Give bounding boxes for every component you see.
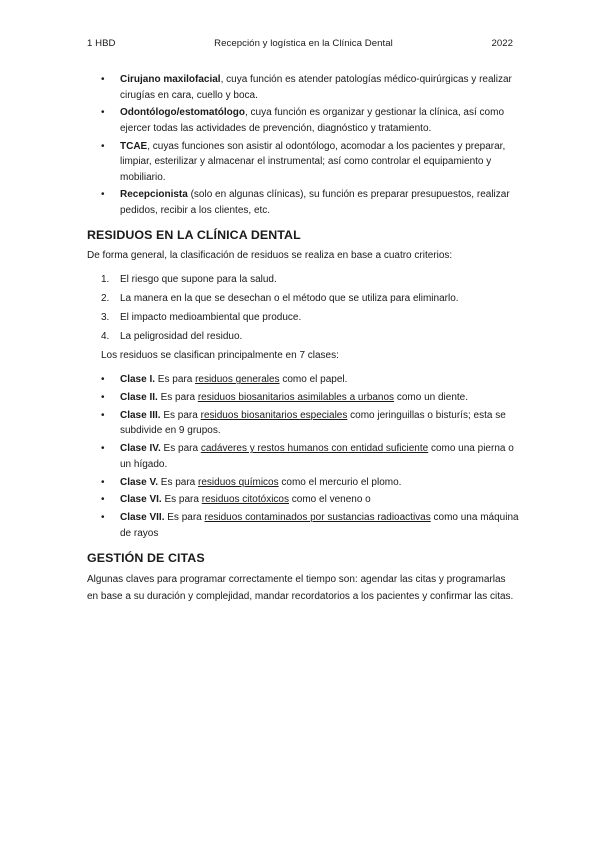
list-number: 4.	[101, 330, 110, 342]
list-item	[87, 187, 519, 218]
list-number: 2.	[101, 292, 110, 304]
class-text: Es para	[155, 374, 196, 386]
list-item	[87, 329, 519, 345]
list-item	[87, 492, 519, 508]
class-example: como el mercurio el plomo.	[278, 476, 402, 488]
list-item	[87, 390, 519, 406]
class-text: Es para	[164, 512, 205, 524]
class-text: Es para	[160, 409, 201, 421]
role-description: , cuya función es atender patologías médico-quirúrgicas y realizar cirugías en cara, cuello y boca.	[120, 74, 512, 101]
residuos-intro: De forma general, la clasificación de residuos se realiza en base a cuatro criterios:	[87, 250, 453, 262]
list-item	[87, 139, 519, 186]
class-type: residuos biosanitarios especiales	[200, 409, 348, 421]
list-number: 3.	[101, 311, 110, 323]
header-year: 2022	[491, 38, 513, 49]
list-item	[87, 105, 519, 136]
list-number: 1.	[101, 273, 110, 285]
class-example: como el veneno o	[289, 494, 371, 506]
class-example: como el papel.	[279, 374, 348, 386]
list-item	[87, 441, 519, 472]
class-label: Clase III.	[120, 409, 161, 421]
criterion-text: La peligrosidad del residuo.	[120, 330, 243, 342]
classes-list	[87, 372, 519, 541]
class-label: Clase IV.	[120, 443, 161, 455]
class-example: como un diente.	[394, 392, 468, 404]
citas-heading: GESTIÓN DE CITAS	[87, 551, 205, 566]
role-term: Recepcionista	[120, 189, 188, 201]
class-label: Clase VI.	[120, 494, 162, 506]
class-type: residuos citotóxicos	[201, 494, 289, 506]
list-item	[87, 272, 519, 288]
residuos-heading: RESIDUOS EN LA CLÍNICA DENTAL	[87, 228, 301, 243]
class-text: Es para	[160, 443, 201, 455]
citas-text: Algunas claves para programar correctamente el tiempo son: agendar las citas y programarlas en base a su duración y complejidad, mandar recordatorios a los pacientes y confirmar las citas.	[87, 574, 514, 602]
class-type: residuos biosanitarios asimilables a urbanos	[197, 392, 395, 404]
class-example: como jeringuillas o bisturís; esta se subdivide en 9 grupos.	[120, 409, 506, 437]
role-description: , cuya función es organizar y gestionar la clínica, así como ejercer todas las actividades de prevención, diagnóstico y tratamiento.	[120, 107, 505, 134]
page-content	[87, 72, 519, 605]
role-term: TCAE	[120, 140, 148, 152]
class-example: como una pierna o un hígado.	[120, 443, 514, 470]
list-item	[87, 510, 519, 541]
criterion-text: La manera en la que se desechan o el método que se utiliza para eliminarlo.	[120, 292, 459, 304]
classes-intro: Los residuos se clasifican principalmente en 7 clases:	[101, 349, 339, 361]
class-example: como una máquina de rayos	[120, 512, 519, 539]
role-description: (solo en algunas clínicas), su función es preparar presupuestos, realizar pedidos, recibir a los clientes, etc.	[120, 189, 510, 216]
class-text: Es para	[161, 494, 202, 506]
criterion-text: El riesgo que supone para la salud.	[120, 273, 277, 285]
header-title: Recepción y logística en la Clínica Dental	[214, 38, 393, 49]
class-type: residuos generales	[195, 374, 280, 386]
list-item	[87, 408, 519, 439]
list-item	[87, 475, 519, 491]
criteria-list	[87, 272, 519, 345]
header-left: 1 HBD	[87, 38, 116, 49]
roles-list	[87, 72, 519, 218]
list-item	[87, 310, 519, 326]
class-text: Es para	[158, 476, 199, 488]
list-item	[87, 291, 519, 307]
class-type: residuos químicos	[198, 476, 279, 488]
class-label: Clase V.	[120, 476, 158, 488]
class-label: Clase VII.	[120, 512, 165, 524]
role-description: , cuyas funciones son asistir al odontólogo, acomodar a los pacientes y preparar, limpiar, esterilizar y almacenar el instrumental; así como controlar el equipamiento y mobiliario.	[120, 140, 506, 183]
class-text: Es para	[157, 392, 198, 404]
role-term: Cirujano maxilofacial	[120, 74, 221, 85]
criterion-text: El impacto medioambiental que produce.	[120, 311, 302, 323]
class-type: residuos contaminados por sustancias radioactivas	[204, 512, 431, 524]
page-header	[87, 38, 513, 49]
list-item	[87, 72, 519, 103]
class-type: cadáveres y restos humanos con entidad suficiente	[200, 443, 429, 455]
class-label: Clase II.	[120, 392, 158, 404]
class-label: Clase I.	[120, 374, 156, 386]
list-item	[87, 372, 519, 388]
role-term: Odontólogo/estomatólogo	[120, 107, 245, 119]
